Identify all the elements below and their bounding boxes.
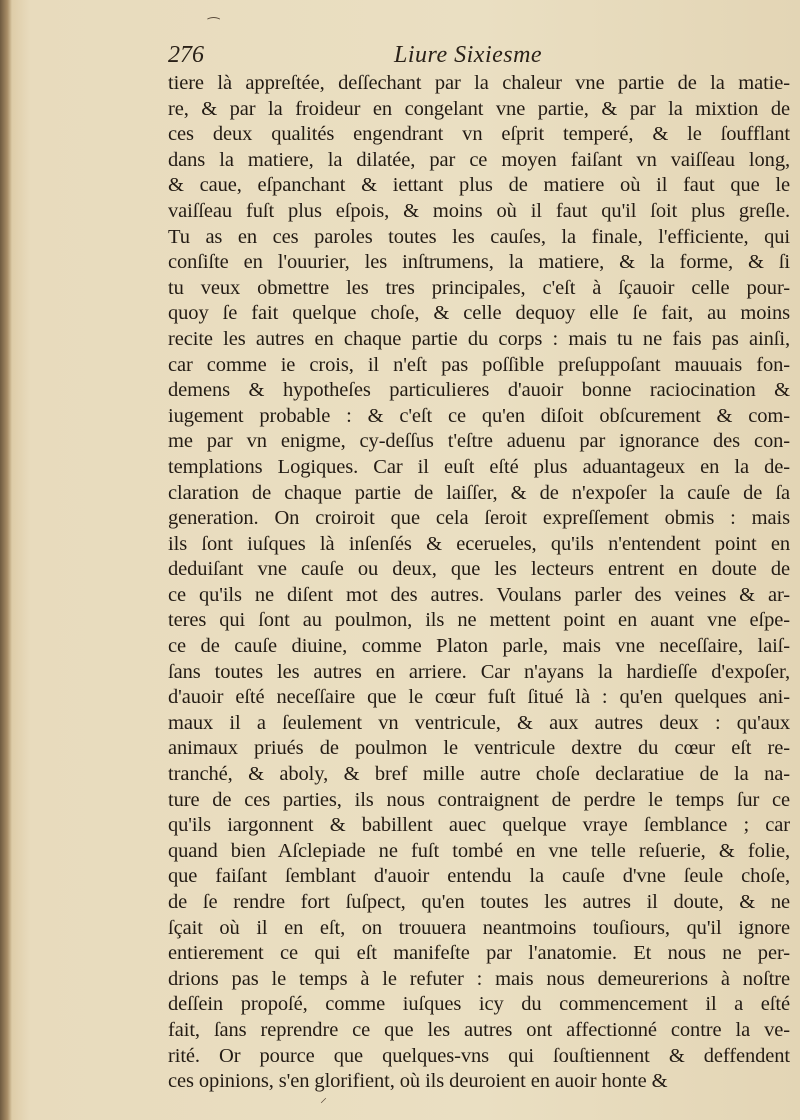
text-line: quand bien Aſclepiade ne fuſt tombé en vne telle reſuerie, & folie, [168, 839, 790, 862]
text-line: Tu as en ces paroles toutes les cauſes, la finale, l'efficiente, qui [168, 225, 790, 248]
text-line: animaux priués de poulmon le ventricule dextre du cœur eſt re- [168, 737, 790, 760]
text-line: re, & par la froideur en congelant vne partie, & par la mixtion de [168, 97, 790, 120]
body-text [168, 71, 790, 1095]
ink-speck: ⸝ [320, 1090, 327, 1106]
text-line: tranché, & aboly, & bref mille autre choſe declaratiue de la na- [168, 763, 790, 786]
text-line: maux il a ſeulement vn ventricule, & aux autres deux : qu'aux [168, 711, 790, 734]
text-line: tu veux obmettre les tres principales, c'eſt à ſçauoir celle pour- [168, 276, 790, 299]
text-line: me par vn enigme, cy-deſſus t'eſtre aduenu par ignorance des con- [168, 430, 790, 453]
text-line: deſſein propoſé, comme iuſques icy du commencement il a eſté [168, 993, 790, 1016]
text-line: entierement ce qui eſt manifeſte par l'anatomie. Et nous ne per- [168, 942, 790, 965]
text-line: templations Logiques. Car il euſt eſté plus aduantageux en la de- [168, 455, 790, 478]
text-line: generation. On croiroit que cela ſeroit expreſſement obmis : mais [168, 507, 790, 530]
text-line: ture de ces parties, ils nous contraignent de perdre le temps ſur ce [168, 788, 790, 811]
text-line: ſans toutes les autres en arriere. Car n'ayans la hardieſſe d'expoſer, [168, 660, 790, 683]
text-line: claration de chaque partie de laiſſer, & de n'expoſer la cauſe de ſa [168, 481, 790, 504]
text-line: demens & hypotheſes particulieres d'auoir bonne raciocination & [168, 379, 790, 402]
page-gutter-shadow [0, 0, 12, 1120]
text-line: vaiſſeau fuſt plus eſpois, & moins où il faut qu'il ſoit plus greſle. [168, 199, 790, 222]
ink-speck: ⁀ [208, 18, 220, 34]
text-line: deduiſant vne cauſe ou deux, que les lecteurs entrent en doute de [168, 558, 790, 581]
text-line: ces opinions, s'en glorifient, où ils deuroient en auoir honte & [168, 1070, 668, 1093]
running-title: Liure Sixiesme [394, 42, 543, 68]
text-line: dans la matiere, la dilatée, par ce moyen faiſant vn vaiſſeau long, [168, 148, 790, 171]
text-line: de ſe rendre fort ſuſpect, qu'en toutes les autres il doute, & ne [168, 891, 790, 913]
text-line: qu'ils iargonnent & babillent auec quelque vraye ſemblance ; car [168, 814, 790, 837]
text-line: rité. Or pource que quelques-vns qui ſouſtiennent & deffendent [168, 1044, 790, 1067]
text-line: & caue, eſpanchant & iettant plus de matiere où il faut que le [168, 174, 790, 197]
text-line: ſçait où il en eſt, on trouuera neantmoins touſiours, qu'il ignore [168, 916, 790, 939]
text-line: ces deux qualités engendrant vn eſprit temperé, & le ſoufflant [168, 123, 790, 146]
text-line: quoy ſe fait quelque choſe, & celle dequoy elle ſe fait, au moins [168, 302, 790, 325]
text-line: ce qu'ils ne diſent mot des autres. Voulans parler des veines & ar- [168, 583, 790, 606]
text-line: iugement probable : & c'eſt ce qu'en diſoit obſcurement & com- [168, 404, 790, 427]
text-line: fait, ſans reprendre ce que les autres ont affectionné contre la ve- [168, 1018, 790, 1041]
text-line: conſiſte en l'ouurier, les inſtrumens, la matiere, & la forme, & ſi [168, 251, 790, 274]
text-line: teres qui ſont au poulmon, ils ne mettent point en auant vne eſpe- [168, 609, 790, 632]
page-number: 276 [168, 42, 204, 68]
text-line: que faiſant ſemblant d'auoir entendu la cauſe d'vne ſeule choſe, [168, 865, 790, 888]
text-line: car comme ie crois, il n'eſt pas poſſible preſuppoſant mauuais fon- [168, 353, 790, 376]
text-line: drions pas le temps à le refuter : mais nous demeurerions à noſtre [168, 967, 790, 990]
text-line: ils ſont iuſques là inſenſés & ecerueles, qu'ils n'entendent point en [168, 532, 790, 555]
text-line: d'auoir eſté neceſſaire que le cœur fuſt ſitué là : qu'en quelques ani- [168, 686, 790, 709]
text-line: ce de cauſe diuine, comme Platon parle, mais vne neceſſaire, laiſ- [168, 635, 790, 658]
text-line: tiere là appreſtée, deſſechant par la chaleur vne partie de la matie- [168, 72, 790, 94]
text-line: recite les autres en chaque partie du corps : mais tu ne fais pas ainſi, [168, 327, 790, 350]
